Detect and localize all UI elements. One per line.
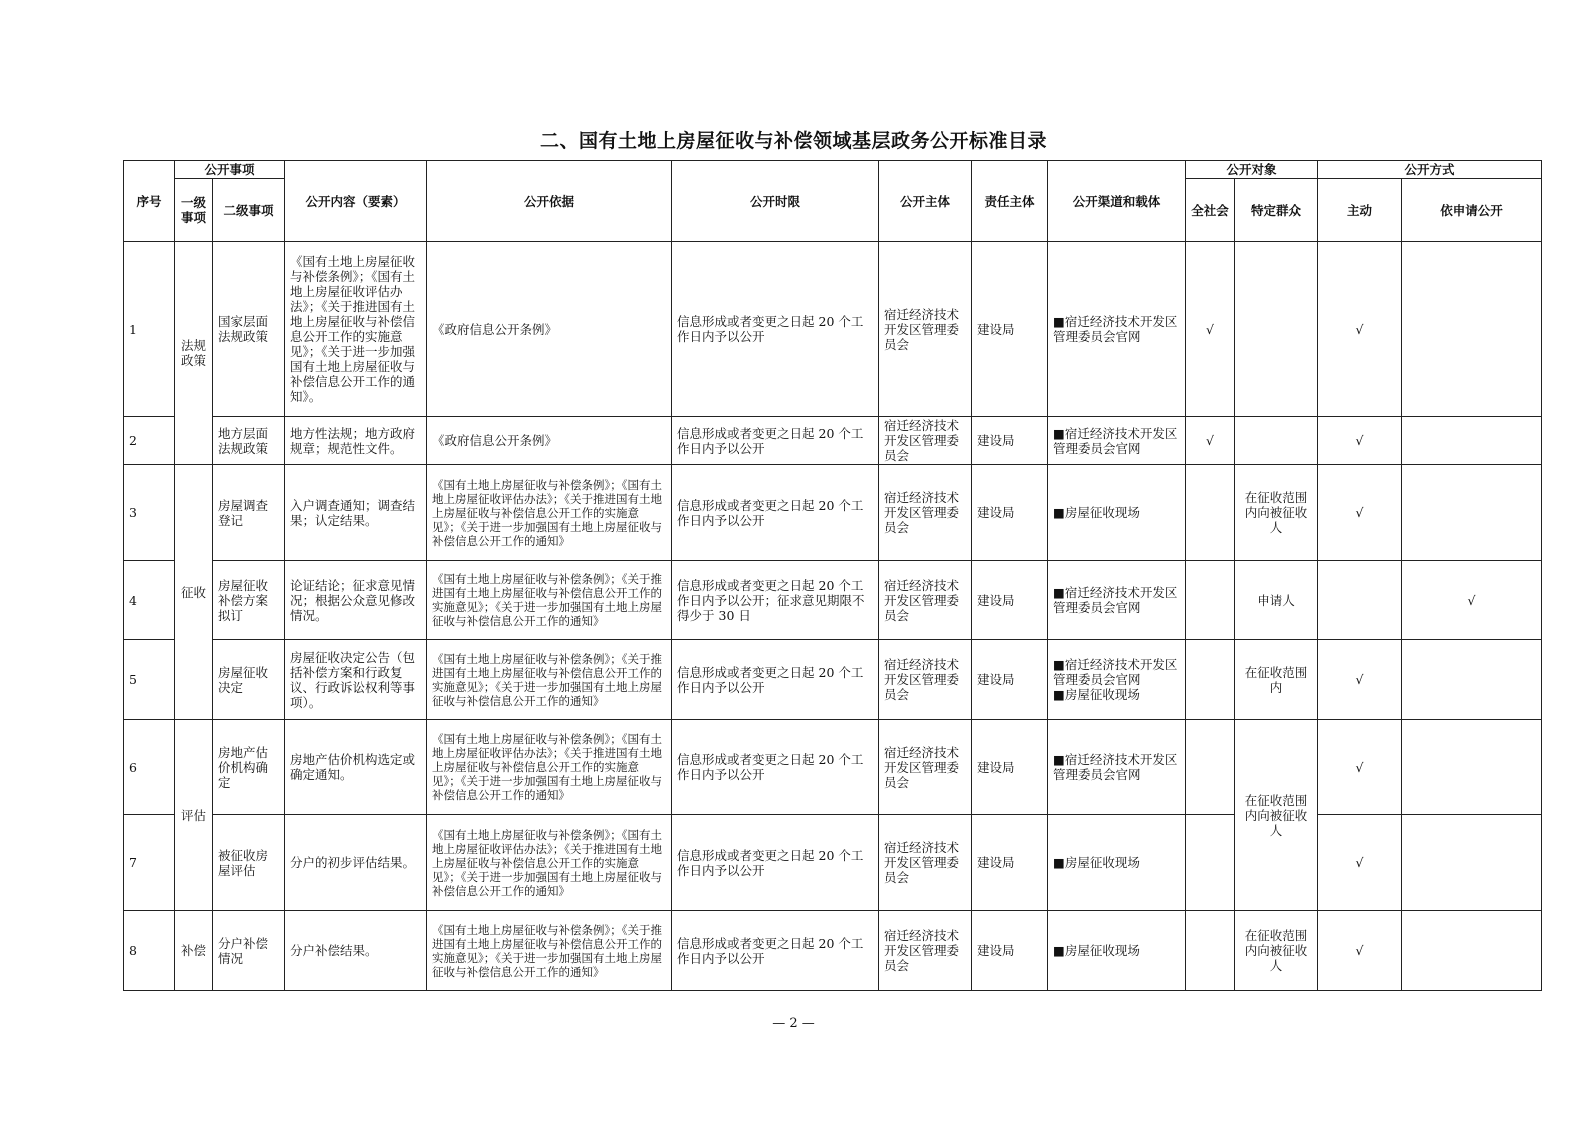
row-subject: 宿迁经济技术开发区管理委员会 — [879, 911, 972, 991]
disclosure-catalog-table — [123, 160, 1542, 991]
header-target-group: 公开对象 — [1186, 161, 1318, 179]
row-basis: 《国有土地上房屋征收与补偿条例》；《关于推进国有土地上房屋征收与补偿信息公开工作的实施意见》；《关于进一步加强国有土地上房屋征收与补偿信息公开工作的通知》 — [427, 640, 672, 720]
row-responsible: 建设局 — [972, 720, 1048, 815]
row-responsible: 建设局 — [972, 815, 1048, 911]
row-content: 入户调查通知；调查结果；认定结果。 — [285, 465, 427, 561]
row-method-active: √ — [1318, 417, 1402, 465]
row-target-all — [1186, 640, 1235, 720]
header-level1: 一级事项 — [175, 179, 213, 242]
row-target-all: √ — [1186, 417, 1235, 465]
row-subject: 宿迁经济技术开发区管理委员会 — [879, 720, 972, 815]
row-method-active: √ — [1318, 911, 1402, 991]
row-subject: 宿迁经济技术开发区管理委员会 — [879, 417, 972, 465]
row-subject: 宿迁经济技术开发区管理委员会 — [879, 465, 972, 561]
level1-comp: 补偿 — [175, 911, 213, 991]
row-method-active: √ — [1318, 720, 1402, 815]
row-target-specific: 申请人 — [1235, 561, 1318, 640]
row-subject: 宿迁经济技术开发区管理委员会 — [879, 561, 972, 640]
table-row — [124, 815, 1542, 911]
header-items-group: 公开事项 — [175, 161, 285, 179]
row-target-all: √ — [1186, 242, 1235, 417]
row-time-limit: 信息形成或者变更之日起 20 个工作日内予以公开；征求意见期限不得少于 30 日 — [672, 561, 879, 640]
row-target-specific-merged: 在征收范围内向被征收人 — [1235, 720, 1318, 911]
row-target-specific — [1235, 242, 1318, 417]
row-seq: 1 — [124, 242, 175, 417]
row-subject: 宿迁经济技术开发区管理委员会 — [879, 640, 972, 720]
page-number: — 2 — — [772, 1016, 815, 1031]
row-method-active: √ — [1318, 465, 1402, 561]
row-content: 论证结论；征求意见情况；根据公众意见修改情况。 — [285, 561, 427, 640]
row-target-all — [1186, 465, 1235, 561]
row-method-active: √ — [1318, 640, 1402, 720]
row-channel: ■宿迁经济技术开发区管理委员会官网 — [1048, 242, 1186, 417]
table-row — [124, 242, 1542, 417]
level1-law: 法规政策 — [175, 242, 213, 465]
row-level2: 分户补偿情况 — [213, 911, 285, 991]
level1-eval: 评估 — [175, 720, 213, 911]
row-basis: 《国有土地上房屋征收与补偿条例》；《国有土地上房屋征收评估办法》；《关于推进国有土地上房屋征收与补偿信息公开工作的实施意见》；《关于进一步加强国有土地上房屋征收与补偿信息公开工作的通知》 — [427, 465, 672, 561]
row-subject: 宿迁经济技术开发区管理委员会 — [879, 242, 972, 417]
row-level2: 地方层面法规政策 — [213, 417, 285, 465]
header-seq: 序号 — [124, 161, 175, 242]
row-channel: ■房屋征收现场 — [1048, 465, 1186, 561]
row-method-active: √ — [1318, 242, 1402, 417]
row-level2: 房屋征收决定 — [213, 640, 285, 720]
row-responsible: 建设局 — [972, 465, 1048, 561]
row-target-specific: 在征收范围内 — [1235, 640, 1318, 720]
row-seq: 5 — [124, 640, 175, 720]
row-channel: ■宿迁经济技术开发区管理委员会官网 — [1048, 417, 1186, 465]
row-method-request — [1402, 815, 1542, 911]
row-method-request — [1402, 640, 1542, 720]
channel-line: ■宿迁经济技术开发区管理委员会官网 — [1053, 657, 1178, 687]
header-channel: 公开渠道和载体 — [1048, 161, 1186, 242]
header-basis: 公开依据 — [427, 161, 672, 242]
row-channel: ■房屋征收现场 — [1048, 911, 1186, 991]
header-level2: 二级事项 — [213, 179, 285, 242]
row-basis: 《政府信息公开条例》 — [427, 417, 672, 465]
row-level2: 房地产估价机构确定 — [213, 720, 285, 815]
row-level2: 国家层面法规政策 — [213, 242, 285, 417]
row-time-limit: 信息形成或者变更之日起 20 个工作日内予以公开 — [672, 242, 879, 417]
row-subject: 宿迁经济技术开发区管理委员会 — [879, 815, 972, 911]
row-responsible: 建设局 — [972, 640, 1048, 720]
row-target-all — [1186, 720, 1235, 815]
header-content: 公开内容（要素） — [285, 161, 427, 242]
row-method-request — [1402, 465, 1542, 561]
row-content: 分户的初步评估结果。 — [285, 815, 427, 911]
header-target-all: 全社会 — [1186, 179, 1235, 242]
row-time-limit: 信息形成或者变更之日起 20 个工作日内予以公开 — [672, 815, 879, 911]
row-target-all — [1186, 561, 1235, 640]
header-method-active: 主动 — [1318, 179, 1402, 242]
row-content: 《国有土地上房屋征收与补偿条例》；《国有土地上房屋征收评估办法》；《关于推进国有土地上房屋征收与补偿信息公开工作的实施意见》；《关于进一步加强国有土地上房屋征收与补偿信息公开工作的通知》。 — [285, 242, 427, 417]
row-method-request — [1402, 720, 1542, 815]
row-content: 地方性法规；地方政府规章；规范性文件。 — [285, 417, 427, 465]
table-row — [124, 911, 1542, 991]
row-seq: 3 — [124, 465, 175, 561]
header-time-limit: 公开时限 — [672, 161, 879, 242]
header-responsible: 责任主体 — [972, 161, 1048, 242]
row-responsible: 建设局 — [972, 911, 1048, 991]
row-seq: 4 — [124, 561, 175, 640]
row-channel: ■宿迁经济技术开发区管理委员会官网 — [1048, 561, 1186, 640]
row-method-request: √ — [1402, 561, 1542, 640]
row-target-specific: 在征收范围内向被征收人 — [1235, 465, 1318, 561]
page-title: 二、国有土地上房屋征收与补偿领域基层政务公开标准目录 — [539, 130, 1047, 152]
level1-levy: 征收 — [175, 465, 213, 720]
row-channel — [1048, 640, 1186, 720]
table-row — [124, 561, 1542, 640]
row-channel: ■房屋征收现场 — [1048, 815, 1186, 911]
table-row — [124, 720, 1542, 815]
row-content: 分户补偿结果。 — [285, 911, 427, 991]
row-target-specific: 在征收范围内向被征收人 — [1235, 911, 1318, 991]
row-level2: 被征收房屋评估 — [213, 815, 285, 911]
row-target-specific — [1235, 417, 1318, 465]
row-level2: 房屋调查登记 — [213, 465, 285, 561]
table-row — [124, 417, 1542, 465]
header-subject: 公开主体 — [879, 161, 972, 242]
row-method-request — [1402, 911, 1542, 991]
row-responsible: 建设局 — [972, 242, 1048, 417]
row-responsible: 建设局 — [972, 417, 1048, 465]
row-time-limit: 信息形成或者变更之日起 20 个工作日内予以公开 — [672, 640, 879, 720]
row-seq: 7 — [124, 815, 175, 911]
row-basis: 《国有土地上房屋征收与补偿条例》；《国有土地上房屋征收评估办法》；《关于推进国有土地上房屋征收与补偿信息公开工作的实施意见》；《关于进一步加强国有土地上房屋征收与补偿信息公开工作的通知》 — [427, 815, 672, 911]
row-seq: 8 — [124, 911, 175, 991]
header-method-group: 公开方式 — [1318, 161, 1542, 179]
row-basis: 《国有土地上房屋征收与补偿条例》；《关于推进国有土地上房屋征收与补偿信息公开工作的实施意见》；《关于进一步加强国有土地上房屋征收与补偿信息公开工作的通知》 — [427, 561, 672, 640]
row-method-request — [1402, 242, 1542, 417]
row-channel: ■宿迁经济技术开发区管理委员会官网 — [1048, 720, 1186, 815]
table-row — [124, 640, 1542, 720]
row-time-limit: 信息形成或者变更之日起 20 个工作日内予以公开 — [672, 417, 879, 465]
row-method-active: √ — [1318, 815, 1402, 911]
row-time-limit: 信息形成或者变更之日起 20 个工作日内予以公开 — [672, 720, 879, 815]
row-time-limit: 信息形成或者变更之日起 20 个工作日内予以公开 — [672, 911, 879, 991]
row-responsible: 建设局 — [972, 561, 1048, 640]
row-target-all — [1186, 911, 1235, 991]
channel-line: ■房屋征收现场 — [1053, 687, 1140, 702]
header-target-specific: 特定群众 — [1235, 179, 1318, 242]
row-target-all — [1186, 815, 1235, 911]
row-basis: 《国有土地上房屋征收与补偿条例》；《关于推进国有土地上房屋征收与补偿信息公开工作的实施意见》；《关于进一步加强国有土地上房屋征收与补偿信息公开工作的通知》 — [427, 911, 672, 991]
row-content: 房地产估价机构选定或确定通知。 — [285, 720, 427, 815]
row-method-active — [1318, 561, 1402, 640]
row-method-request — [1402, 417, 1542, 465]
row-basis: 《国有土地上房屋征收与补偿条例》；《国有土地上房屋征收评估办法》；《关于推进国有土地上房屋征收与补偿信息公开工作的实施意见》；《关于进一步加强国有土地上房屋征收与补偿信息公开工作的通知》 — [427, 720, 672, 815]
row-time-limit: 信息形成或者变更之日起 20 个工作日内予以公开 — [672, 465, 879, 561]
table-row — [124, 465, 1542, 561]
row-seq: 6 — [124, 720, 175, 815]
row-content: 房屋征收决定公告（包括补偿方案和行政复议、行政诉讼权利等事项）。 — [285, 640, 427, 720]
row-seq: 2 — [124, 417, 175, 465]
row-level2: 房屋征收补偿方案拟订 — [213, 561, 285, 640]
row-basis: 《政府信息公开条例》 — [427, 242, 672, 417]
header-method-request: 依申请公开 — [1402, 179, 1542, 242]
